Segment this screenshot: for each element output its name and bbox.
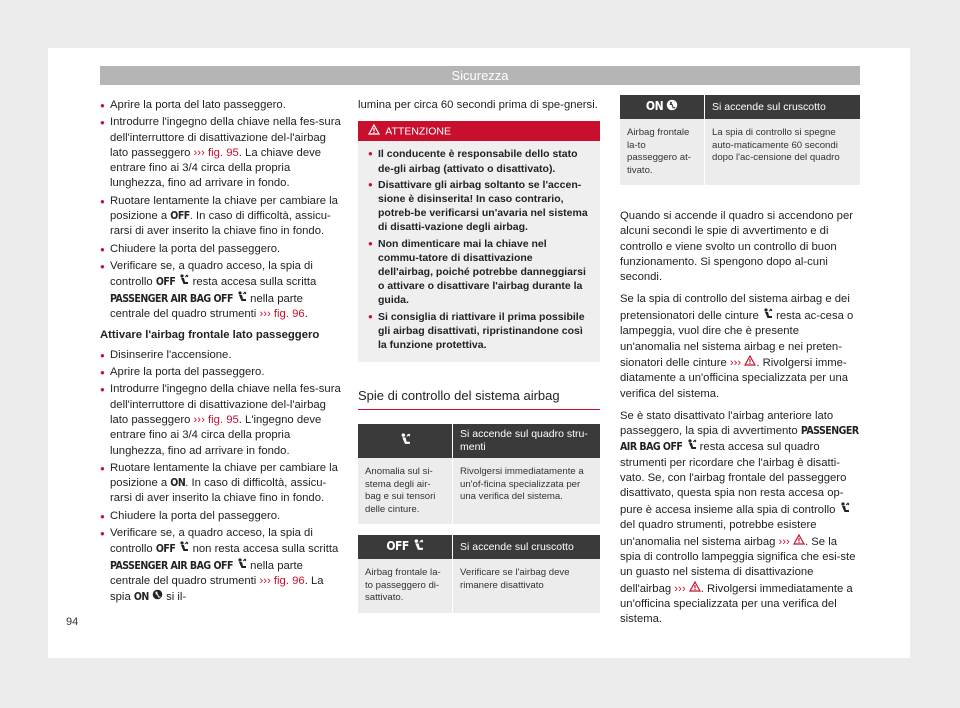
- list-item: ● Introdurre l'ingegno della chiave nella fes-sura dell'interruttore di disattivazione del-l'airbag lato passeggero ››› fig. 95. L'ingegno deve entrare fino ai 3/4 circa della propria lunghezza, fino ad arrivare in fondo.: [100, 382, 342, 458]
- table-cell: Airbag frontale la-to passeggero at-tivato.: [620, 119, 705, 185]
- list-item: ● Ruotare lentamente la chiave per cambiare la posizione a OFF. In caso di difficoltà, assicu-rarsi di aver inserito la chiave fino in fondo.: [100, 194, 342, 240]
- warning-item: ● Disattivare gli airbag soltanto se l'accen-sione è disinserita! In caso contrario, potreb-be verificarsi un'avaria nel sistema di disatti-vazione degli airbag.: [368, 178, 590, 235]
- warning-item: ● Non dimenticare mai la chiave nel commu-tatore di disattivazione dell'airbag, poiché potrebbe danneggiarsi o attivare o disattivare l'airbag durante la guida.: [368, 237, 590, 308]
- airbag-seat-icon: [412, 539, 424, 555]
- off-label: OFF: [170, 210, 190, 223]
- subheading: Attivare l'airbag frontale lato passeggero: [100, 329, 320, 342]
- lamp-table-1: [358, 424, 600, 524]
- airbag-seat-icon: [399, 433, 411, 449]
- table-icon-cell: ON: [620, 95, 705, 119]
- column-1: [100, 98, 342, 608]
- column-3: [620, 98, 860, 632]
- paragraph: lumina per circa 60 secondi prima di spe-gnersi.: [358, 99, 598, 111]
- section-title: Spie di controllo del sistema airbag: [358, 388, 600, 410]
- paragraph: Se la spia di controllo del sistema airbag e dei pretensionatori delle cinture resta ac-cesa o lampeggia, vuol dire che è presente un'anomalia nel sistema airbag e nei preten-sionatori delle cinture ››› . Rivolgersi imme-diatamente a un'officina specializzata per una verifica del sistema.: [620, 293, 854, 400]
- paragraph: Quando si accende il quadro si accendono per alcuni secondi le spie di avvertimento e di controllo e viene svolto un controllo di buon funzionamento. Si spengono dopo al-cuni secondi.: [620, 210, 853, 284]
- column-2: [358, 98, 600, 624]
- paragraph: Se è stato disattivato l'airbag anteriore lato passeggero, la spia di avvertimento PASSENGER AIR BAG OFF resta accesa sul quadro strumenti per ricordare che l'airbag è disatti-vato. Se, con l'airbag frontale del passeggero disattivato, questa spia non resta accesa op-pure è accesa insieme alla spia di controllo del quadro strumenti, potrebbe esistere un'anomalia nel sistema airbag ››› . Se la spia di controllo lampeggia significa che esi-ste un guasto nel sistema di disattivazione dell'airbag ››› . Rivolgersi immediatamente a un'officina specializzata per una verifica del sistema.: [620, 409, 859, 626]
- table-cell: Airbag frontale la-to passeggero di-sattivato.: [358, 559, 453, 613]
- list-item: ● Introdurre l'ingegno della chiave nella fes-sura dell'interruttore di disattivazione del-l'airbag lato passeggero ››› fig. 95. La chiave deve entrare fino ai 3/4 circa della propria lunghezza, fino ad arrivare in fondo.: [100, 115, 342, 191]
- warning-triangle-icon[interactable]: [793, 534, 805, 550]
- warning-triangle-icon[interactable]: [744, 355, 756, 371]
- fig-link[interactable]: fig. 96: [273, 575, 305, 588]
- warning-header: ATTENZIONE: [358, 121, 600, 141]
- table-icon-cell: [358, 424, 453, 458]
- table-header: Si accende sul cruscotto: [705, 95, 861, 119]
- list-item: ● Aprire la porta del lato passeggero.: [100, 98, 342, 113]
- fig-link[interactable]: fig. 96: [273, 308, 305, 321]
- table-cell: Rivolgersi immediatamente a un'of-ficina specializzata per una verifica del sistema.: [453, 458, 601, 524]
- section-header: Sicurezza: [100, 66, 860, 85]
- list-item: ● Disinserire l'accensione.: [100, 348, 342, 363]
- list-item: ● Aprire la porta del passeggero.: [100, 365, 342, 380]
- warning-box: [358, 121, 600, 362]
- airbag-seat-icon: [236, 291, 247, 307]
- table-cell: La spia di controllo si spegne auto-maticamente 60 secondi dopo l'ac-censione del quadro: [705, 119, 861, 185]
- airbag-seat-icon: [178, 541, 189, 557]
- page-number: 94: [66, 616, 79, 628]
- on-label: ON: [170, 477, 186, 490]
- table-cell: Verificare se l'airbag deve rimanere disattivato: [453, 559, 601, 613]
- table-icon-cell: OFF: [358, 535, 453, 559]
- table-header: Si accende sul cruscotto: [453, 535, 601, 559]
- list-item: ● Verificare se, a quadro acceso, la spia di controllo OFF resta accesa sulla scritta PASSENGER AIR BAG OFF nella parte centrale del quadro strumenti ››› fig. 96.: [100, 259, 342, 322]
- airbag-circle-icon: [666, 99, 678, 115]
- airbag-seat-icon: [686, 439, 697, 455]
- airbag-circle-icon: [152, 589, 163, 605]
- warning-triangle-icon: [368, 124, 380, 139]
- table-cell: Anomalia sul si-stema degli air-bag e sui tensori delle cinture.: [358, 458, 453, 524]
- warning-body: [358, 141, 600, 362]
- warning-item: ● Il conducente è responsabile dello stato de-gli airbag (attivato o disattivato).: [368, 147, 590, 175]
- list-item: ● Ruotare lentamente la chiave per cambiare la posizione a ON. In caso di difficoltà, assicu-rarsi di aver inserito la chiave fino in fondo.: [100, 461, 342, 507]
- warning-triangle-icon[interactable]: [689, 581, 701, 597]
- airbag-seat-icon: [236, 558, 247, 574]
- airbag-seat-icon: [762, 308, 773, 324]
- airbag-seat-icon: [178, 274, 189, 290]
- table-header: Si accende sul quadro stru-menti: [453, 424, 601, 458]
- fig-link[interactable]: fig. 95: [207, 146, 239, 159]
- list-item: ● Chiudere la porta del passeggero.: [100, 509, 342, 524]
- airbag-seat-icon: [839, 502, 850, 518]
- warning-item: ● Si consiglia di riattivare il prima possibile gli airbag disattivati, ripristinandone così la funzione protettiva.: [368, 310, 590, 353]
- list-item: ● Chiudere la porta del passeggero.: [100, 242, 342, 257]
- lamp-table-3: [620, 95, 860, 185]
- list-item: ● Verificare se, a quadro acceso, la spia di controllo OFF non resta accesa sulla scritta PASSENGER AIR BAG OFF nella parte centrale del quadro strumenti ››› fig. 96. La spia ON si il-: [100, 526, 342, 606]
- fig-link[interactable]: fig. 95: [207, 413, 239, 426]
- lamp-table-2: [358, 535, 600, 613]
